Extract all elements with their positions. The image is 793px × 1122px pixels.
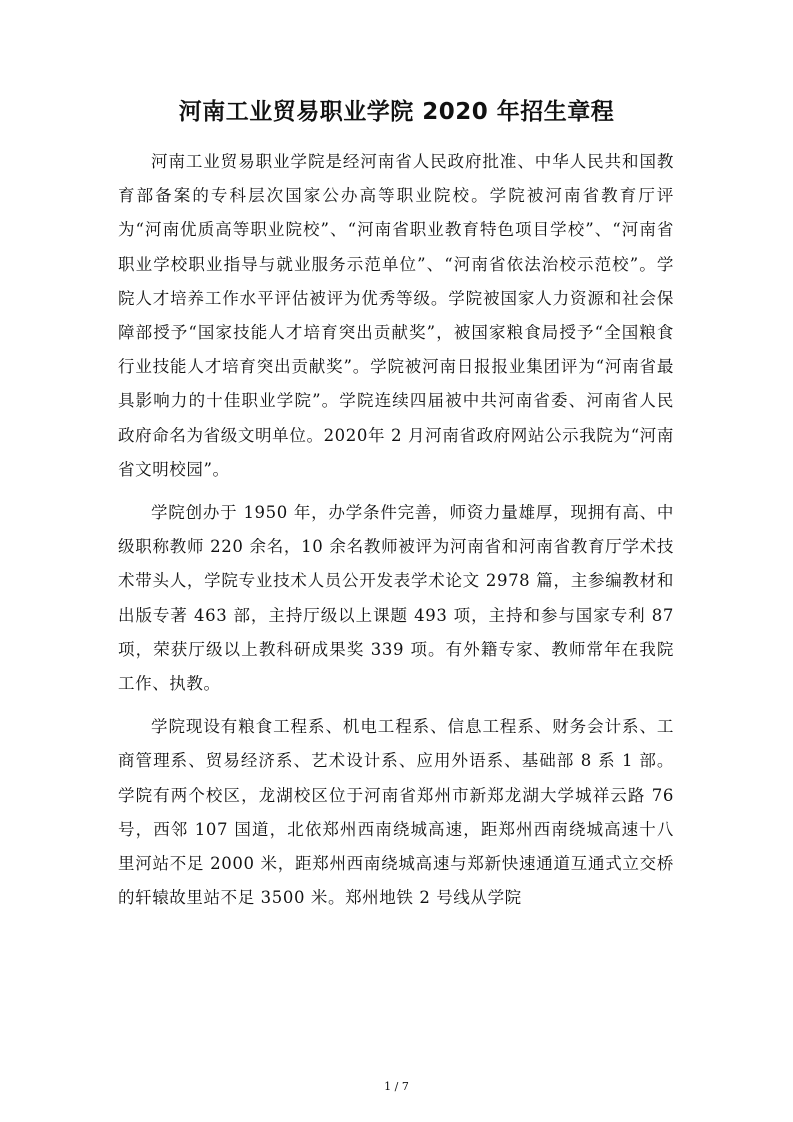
paragraph-history: 学院创办于 1950 年，办学条件完善，师资力量雄厚，现拥有高、中级职称教师 220 余名，10 余名教师被评为河南省和河南省教育厅学术技术带头人，学院专业技术人员公开发表学术论文 2978 篇，主参编教材和出版专著 463 部，主持厅级以上课题 493 项，主持和参与国家专利 87 项，荣获厅级以上教科研成果奖 339 项。有外籍专家、教师常年在我院工作、执教。 — [118, 503, 674, 694]
document-title: 河南工业贸易职业学院 2020 年招生章程 — [178, 99, 615, 125]
page-number: 1 / 7 — [384, 1080, 409, 1093]
document-body — [118, 145, 674, 924]
paragraph-departments: 学院现设有粮食工程系、机电工程系、信息工程系、财务会计系、工商管理系、贸易经济系、艺术设计系、应用外语系、基础部 8 系 1 部。学院有两个校区，龙湖校区位于河南省郑州市新郑龙湖大学城祥云路 76 号，西邻 107 国道，北依郑州西南绕城高速，距郑州西南绕城高速十八里河站不足 2000 米，距郑州西南绕城高速与郑新快速通道互通式立交桥的轩辕故里站不足 3500 米。郑州地铁 2 号线从学院 — [118, 717, 674, 908]
paragraph-intro: 河南工业贸易职业学院是经河南省人民政府批准、中华人民共和国教育部备案的专科层次国家公办高等职业院校。学院被河南省教育厅评为“河南优质高等职业院校”、“河南省职业教育特色项目学校”、“河南省职业学校职业指导与就业服务示范单位”、“河南省依法治校示范校”。学院人才培养工作水平评估被评为优秀等级。学院被国家人力资源和社会保障部授予“国家技能人才培育突出贡献奖”，被国家粮食局授予“全国粮食行业技能人才培育突出贡献奖”。学院被河南日报报业集团评为“河南省最具影响力的十佳职业学院”。学院连续四届被中共河南省委、河南省人民政府命名为省级文明单位。2020年 2 月河南省政府网站公示我院为“河南省文明校园”。 — [118, 152, 674, 479]
